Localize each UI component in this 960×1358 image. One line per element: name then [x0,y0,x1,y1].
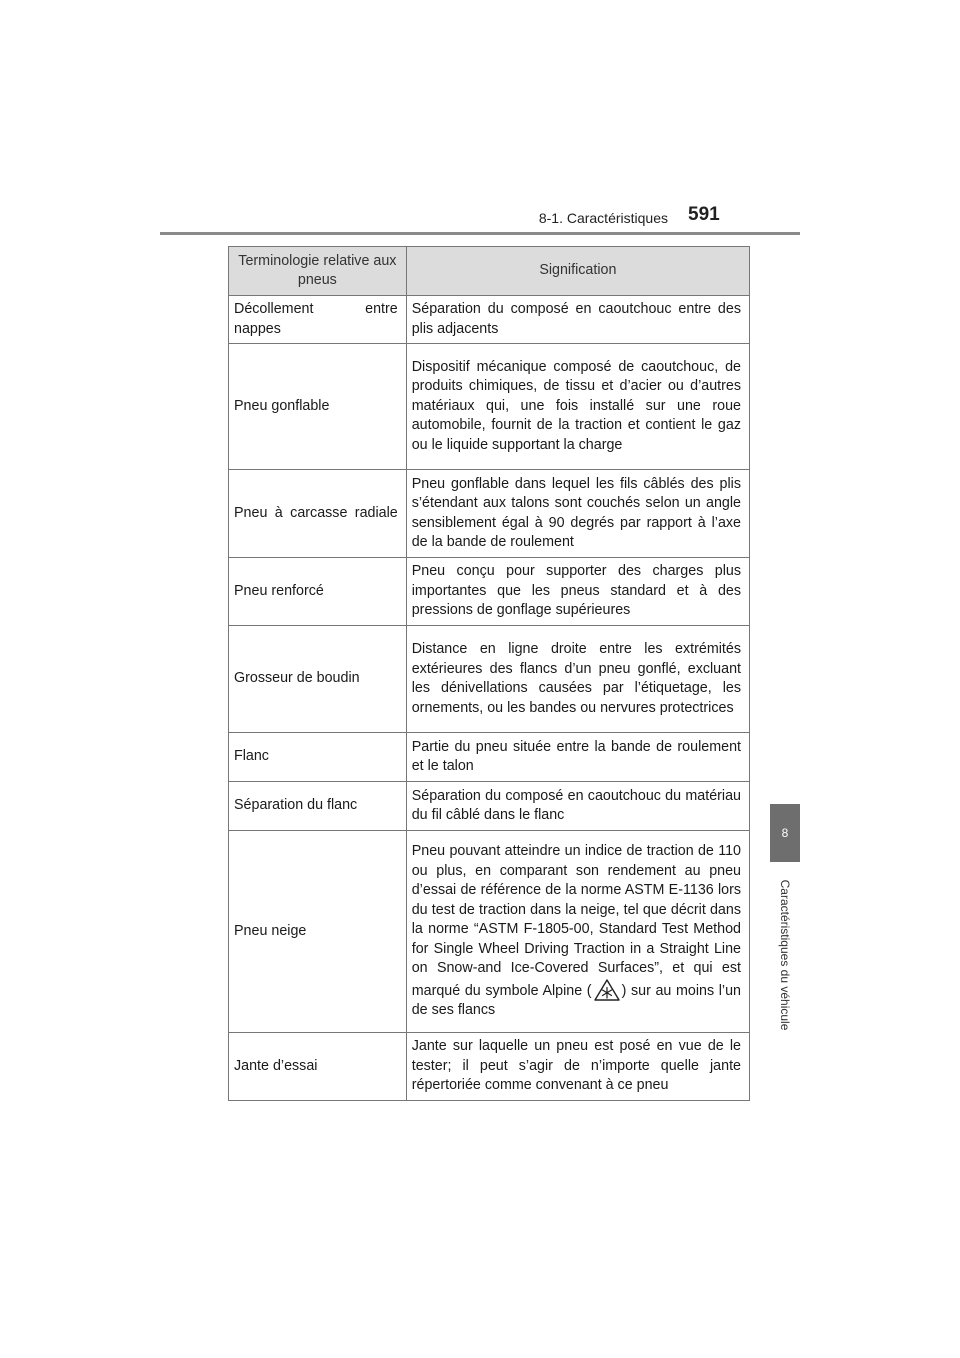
table-row [229,344,750,470]
table-row [229,558,750,626]
chapter-tab[interactable] [770,804,800,862]
meaning-cell: Séparation du composé en caoutchouc entre des plis adjacents [406,296,749,344]
table-row [229,296,750,344]
meaning-cell: Dispositif mécanique composé de caoutchouc, de produits chimiques, de tissu et d’acier ou d’autres matériaux qui, une fois installé sur une roue automobile, fournit de la traction et contient le gaz ou le liquide supportant la charge [406,344,749,470]
meaning-text-before-icon: Pneu pouvant atteindre un indice de traction de 110 ou plus, en comparant son rendement au pneu d’essai de référence de la norme ASTM E-1136 lors du test de traction dans la neige, tel que décrit dans la norme “ASTM F-1805-00, Standard Test Method for Single Wheel Driving Traction in a Straight Line on Snow-and Ice-Covered Surfaces”, et qui est marqué du symbole Alpine ( [411,843,741,999]
term-cell: Grosseur de boudin [229,626,407,733]
table-row [229,733,750,782]
term-cell: Décollement entre nappes [229,296,407,344]
table-row [229,1033,750,1101]
term-cell: Pneu renforcé [229,558,407,626]
meaning-cell: Pneu conçu pour supporter des charges plus importantes que les pneus standard et à des pressions de gonflage supérieures [406,558,749,626]
meaning-cell: Distance en ligne droite entre les extrémités extérieures des flancs d’un pneu gonflé, excluant les dénivellations causées par l’étiquetage, les ornements, ou les bandes ou nervures protectrices [406,626,749,733]
column-header-term: Terminologie relative aux pneus [229,247,407,296]
term-cell: Jante d’essai [229,1033,407,1101]
chapter-tab-label: Caractéristiques du véhicule [778,879,792,1031]
meaning-cell: Jante sur laquelle un pneu est posé en vue de le tester; il peut s’agir de n’importe quelle jante répertoriée comme convenant à ce pneu [406,1033,749,1101]
header-rule [160,232,800,235]
table-header-row [229,247,750,296]
column-header-meaning: Signification [406,247,749,296]
table-row [229,831,750,1033]
term-cell: Pneu neige [229,831,407,1033]
meaning-cell: Partie du pneu située entre la bande de roulement et le talon [406,733,749,782]
table-row [229,626,750,733]
term-cell: Pneu gonflable [229,344,407,470]
table-row [229,470,750,558]
tire-terminology-table [228,246,750,1101]
meaning-cell: Pneu gonflable dans lequel les fils câblés des plis s’étendant aux talons sont couchés selon un angle sensiblement égal à 90 degrés par rapport à l’axe de la bande de roulement [406,470,749,558]
chapter-tab-number: 8 [781,826,789,840]
section-title: 8-1. Caractéristiques [538,210,668,226]
page-number: 591 [688,204,720,225]
term-cell: Flanc [229,733,407,782]
alpine-snowflake-icon [594,979,620,1001]
term-cell: Pneu à carcasse radiale [229,470,407,558]
meaning-cell: Séparation du composé en caoutchouc du matériau du fil câblé dans le flanc [406,782,749,831]
meaning-text-after-icon: ) sur au moins l’un de ses flancs [411,982,741,1019]
table-row [229,782,750,831]
meaning-cell [406,831,749,1033]
term-cell: Séparation du flanc [229,782,407,831]
